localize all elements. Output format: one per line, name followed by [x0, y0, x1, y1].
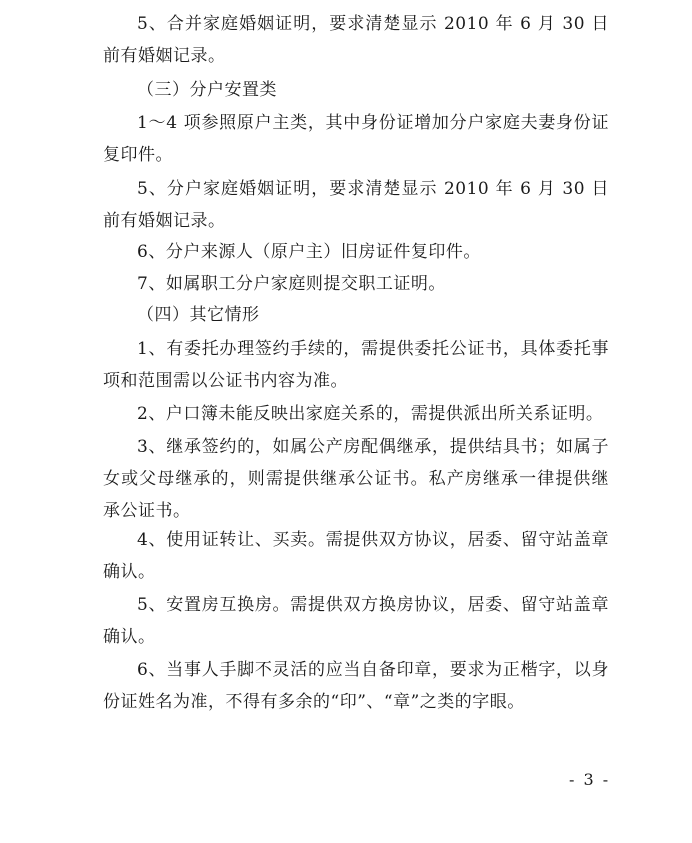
paragraph-inheritance: 3、继承签约的，如属公产房配偶继承，提供结具书；如属子女或父母继承的，则需提供继承公证书。私产房继承一律提供继承公证书。: [103, 437, 609, 521]
paragraph-seal-requirement: 6、当事人手脚不灵活的应当自备印章，要求为正楷字，以身份证姓名为准，不得有多余的“印”、“章”之类的字眼。: [103, 660, 609, 712]
paragraph-original-owner-docs: 6、分户来源人（原户主）旧房证件复印件。: [137, 242, 481, 262]
paragraph-transfer-sale: 4、使用证转让、买卖。需提供双方协议，居委、留守站盖章确认。: [103, 530, 609, 582]
section-heading-other-cases: （四）其它情形: [137, 305, 260, 325]
paragraph-split-id-copies: 1～4 项参照原户主类，其中身份证增加分户家庭夫妻身份证复印件。: [103, 113, 609, 165]
page-number: - 3 -: [569, 770, 611, 789]
paragraph-household-register: 2、户口簿未能反映出家庭关系的，需提供派出所关系证明。: [137, 404, 604, 424]
paragraph-housing-exchange: 5、安置房互换房。需提供双方换房协议，居委、留守站盖章确认。: [103, 595, 609, 647]
paragraph-merged-marriage-proof: 5、合并家庭婚姻证明，要求清楚显示 2010 年 6 月 30 日前有婚姻记录。: [103, 14, 609, 66]
paragraph-power-of-attorney: 1、有委托办理签约手续的，需提供委托公证书，具体委托事项和范围需以公证书内容为准。: [103, 339, 609, 391]
paragraph-split-marriage-proof: 5、分户家庭婚姻证明，要求清楚显示 2010 年 6 月 30 日前有婚姻记录。: [103, 179, 609, 231]
section-heading-household-split: （三）分户安置类: [137, 80, 277, 100]
paragraph-employee-proof: 7、如属职工分户家庭则提交职工证明。: [137, 274, 446, 294]
